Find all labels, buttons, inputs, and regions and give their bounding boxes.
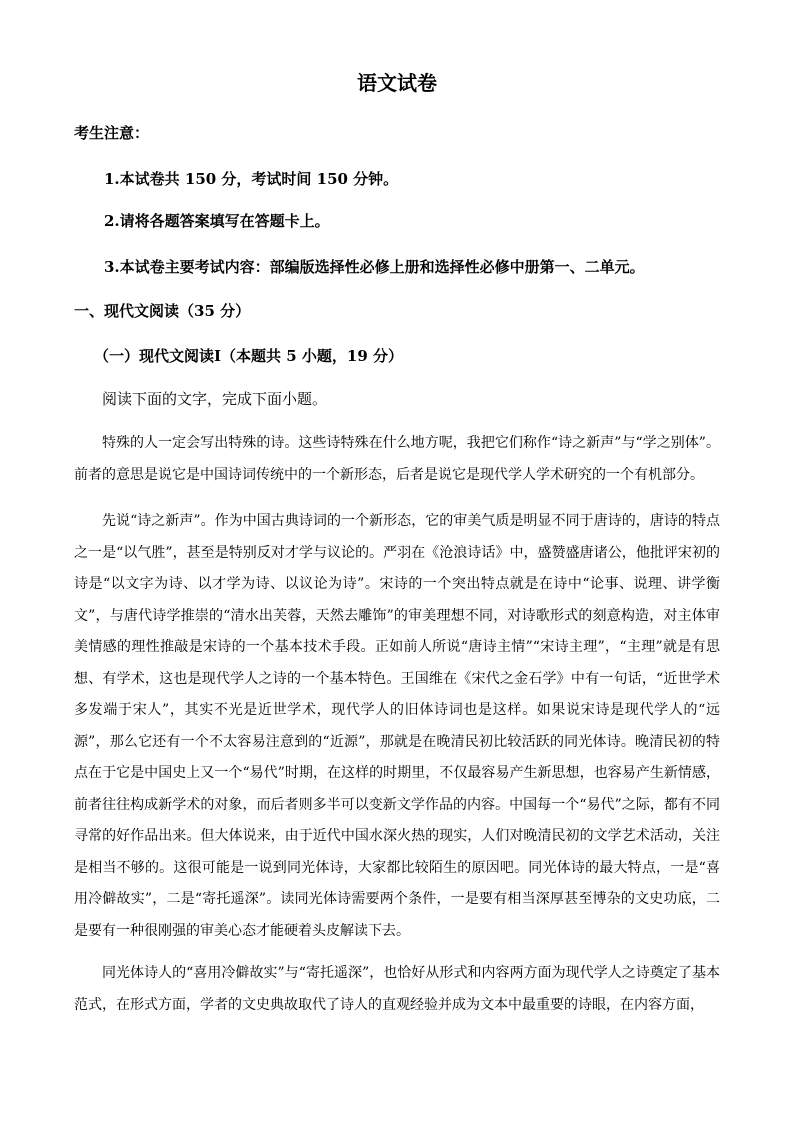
section-heading: 一、现代文阅读（35 分） xyxy=(74,302,251,320)
subsection-heading: （一）现代文阅读Ⅰ（本题共 5 小题，19 分） xyxy=(94,347,403,365)
notice-item-3: 3.本试卷主要考试内容：部编版选择性必修上册和选择性必修中册第一、二单元。 xyxy=(104,258,645,276)
passage-paragraph-2: 先说“诗之新声”。作为中国古典诗词的一个新形态，它的审美气质是明显不同于唐诗的，唐诗的特点之一是“以气胜”，甚至是特别反对才学与议论的。严羽在《沧浪诗话》中，盛赞盛唐诸公，他批评宋初的诗是“以文字为诗、以才学为诗、以议论为诗”。宋诗的一个突出特点就是在诗中“论事、说理、讲学衡文”，与唐代诗学推崇的“清水出芙蓉，天然去雕饰”的审美理想不同，对诗歌形式的刻意构造，对主体审美情感的理性推敲是宋诗的一个基本技术手段。正如前人所说“唐诗主情”“宋诗主理”，“主理”就是有思想、有学术，这也是现代学人之诗的一个基本特色。王国维在《宋代之金石学》中有一句话，“近世学术多发端于宋人”，其实不光是近世学术，现代学人的旧体诗词也是这样。如果说宋诗是现代学人的“远源”，那么它还有一个不太容易注意到的“近源”，那就是在晚清民初比较活跃的同光体诗。晚清民初的特点在于它是中国史上又一个“易代”时期，在这样的时期里，不仅最容易产生新思想，也容易产生新情感，前者往往构成新学术的对象，而后者则多半可以变新文学作品的内容。中国每一个“易代”之际，都有不同寻常的好作品出来。但大体说来，由于近代中国水深火热的现实，人们对晚清民初的文学艺术活动，关注是相当不够的。这很可能是一说到同光体诗，大家都比较陌生的原因吧。同光体诗的最大特点，一是“喜用冷僻故实”，二是“寄托遥深”。读同光体诗需要两个条件，一是要有相当深厚甚至博杂的文史功底，二是要有一种很刚强的审美心态才能硬着头皮解读下去。 xyxy=(74,513,720,939)
passage-paragraph-3: 同光体诗人的“喜用冷僻故实”与“寄托遥深”，也恰好从形式和内容两方面为现代学人之诗奠定了基本范式，在形式方面，学者的文史典故取代了诗人的直观经验并成为文本中最重要的诗眼，在内容方面， xyxy=(74,965,720,1013)
reading-instruction: 阅读下面的文字，完成下面小题。 xyxy=(102,390,328,408)
notice-heading: 考生注意： xyxy=(74,124,150,142)
notice-item-1: 1.本试卷共 150 分，考试时间 150 分钟。 xyxy=(104,170,399,188)
notice-item-2: 2.请将各题答案填写在答题卡上。 xyxy=(104,212,330,230)
page-title: 语文试卷 xyxy=(357,71,437,95)
passage-paragraph-1: 特殊的人一定会写出特殊的诗。这些诗特殊在什么地方呢，我把它们称作“诗之新声”与“学之别体”。前者的意思是说它是中国诗词传统中的一个新形态，后者是说它是现代学人学术研究的一个有机部分。 xyxy=(74,435,720,483)
